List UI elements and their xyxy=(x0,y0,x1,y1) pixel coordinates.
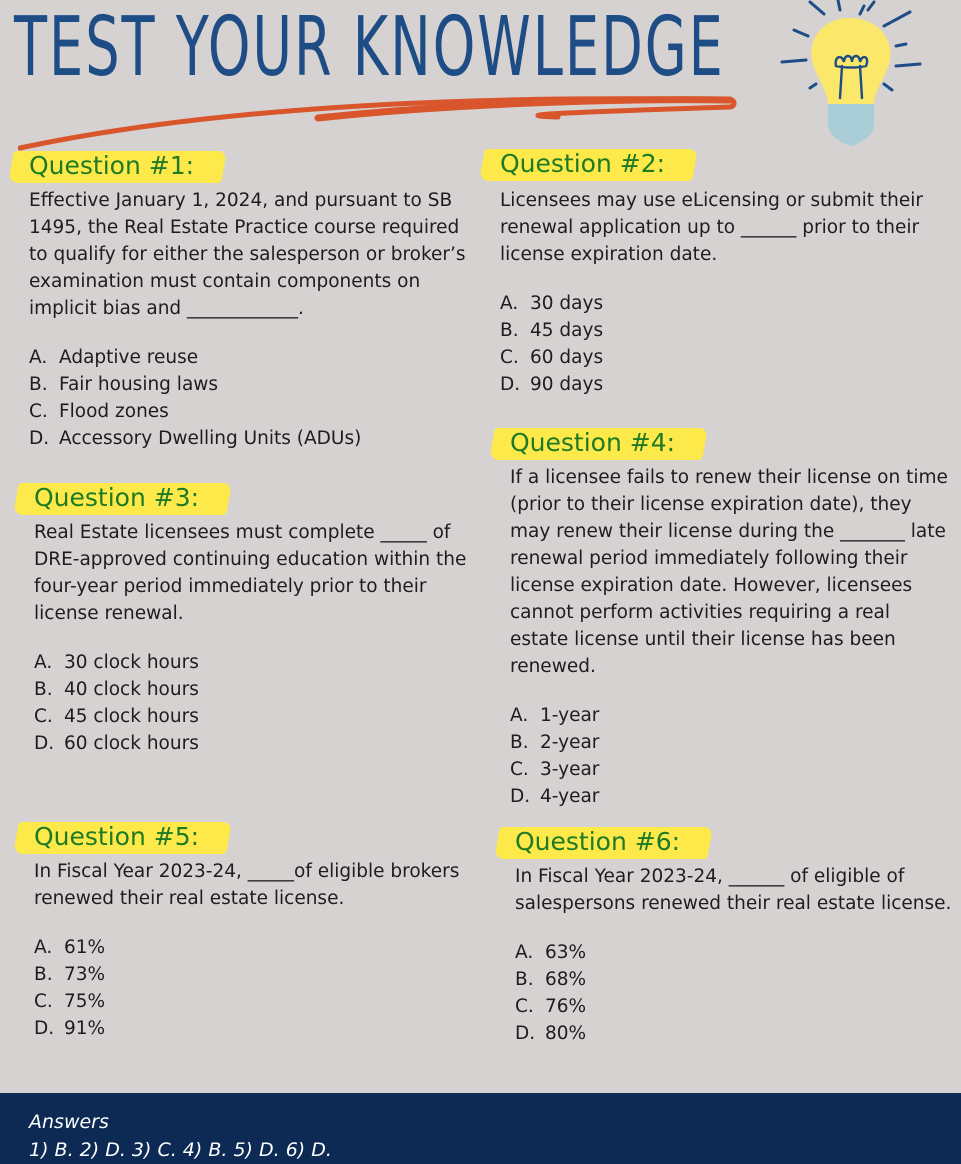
option-b: B. 40 clock hours xyxy=(34,679,199,700)
option-b: B. 68% xyxy=(515,969,587,990)
question-3-heading: Question #3: xyxy=(24,480,207,516)
answers-label: Answers xyxy=(29,1111,109,1133)
question-1-options xyxy=(29,344,474,452)
option-b: B. 2-year xyxy=(510,732,600,753)
question-5-options xyxy=(34,934,474,1042)
question-2 xyxy=(500,146,940,398)
option-d: D. 90 days xyxy=(500,374,604,395)
question-1-heading: Question #1: xyxy=(19,148,202,184)
question-2-options xyxy=(500,290,940,398)
option-b: B. 45 days xyxy=(500,320,604,341)
option-c: C. 60 days xyxy=(500,347,604,368)
page-title: TEST YOUR KNOWLEDGE xyxy=(14,0,725,95)
question-6 xyxy=(515,824,955,1047)
question-5-heading: Question #5: xyxy=(24,819,207,855)
option-a: A. 63% xyxy=(515,942,587,963)
option-b: B. 73% xyxy=(34,964,106,985)
question-4 xyxy=(510,425,950,810)
option-d: D. Accessory Dwelling Units (ADUs) xyxy=(29,428,362,449)
question-2-heading: Question #2: xyxy=(490,146,673,182)
option-a: A. 30 clock hours xyxy=(34,652,199,673)
option-c: C. 3-year xyxy=(510,759,600,780)
option-d: D. 80% xyxy=(515,1023,587,1044)
option-c: C. 45 clock hours xyxy=(34,706,199,727)
question-3 xyxy=(34,480,474,757)
answers-text: 1) B. 2) D. 3) C. 4) B. 5) D. 6) D. xyxy=(29,1139,332,1161)
option-d: D. 4-year xyxy=(510,786,600,807)
question-4-options xyxy=(510,702,950,810)
question-6-text: In Fiscal Year 2023-24, ______ of eligible of salespersons renewed their real estate license. xyxy=(515,866,952,914)
question-4-heading: Question #4: xyxy=(500,425,683,461)
option-a: A. 30 days xyxy=(500,293,604,314)
option-d: D. 91% xyxy=(34,1018,106,1039)
question-6-options xyxy=(515,939,955,1047)
option-c: C. Flood zones xyxy=(29,401,169,422)
option-a: A. 1-year xyxy=(510,705,600,726)
option-b: B. Fair housing laws xyxy=(29,374,219,395)
option-a: A. 61% xyxy=(34,937,106,958)
question-3-text: Real Estate licensees must complete _____ of DRE-approved continuing education within the four-year period immediately prior to their license renewal. xyxy=(34,522,467,624)
option-c: C. 76% xyxy=(515,996,587,1017)
question-3-options xyxy=(34,649,474,757)
answers-footer xyxy=(0,1093,961,1164)
question-6-heading: Question #6: xyxy=(505,824,688,860)
question-1-text: Effective January 1, 2024, and pursuant to SB 1495, the Real Estate Practice course required to qualify for either the salesperson or broker’s examination must contain components on implicit bias and ____________. xyxy=(29,190,466,319)
lightbulb-icon xyxy=(780,0,930,155)
question-5 xyxy=(34,819,474,1042)
question-5-text: In Fiscal Year 2023-24, _____of eligible brokers renewed their real estate license. xyxy=(34,861,460,909)
option-c: C. 75% xyxy=(34,991,106,1012)
underline-swoosh xyxy=(18,88,738,152)
question-1 xyxy=(29,148,474,452)
option-d: D. 60 clock hours xyxy=(34,733,199,754)
question-2-text: Licensees may use eLicensing or submit their renewal application up to ______ prior to their license expiration date. xyxy=(500,190,924,265)
option-a: A. Adaptive reuse xyxy=(29,347,199,368)
question-4-text: If a licensee fails to renew their license on time (prior to their license expiration date), they may renew their license during the _______ late renewal period immediately following their license expiration date. However, licensees cannot perform activities requiring a real estate license until their license has been renewed. xyxy=(510,467,948,677)
